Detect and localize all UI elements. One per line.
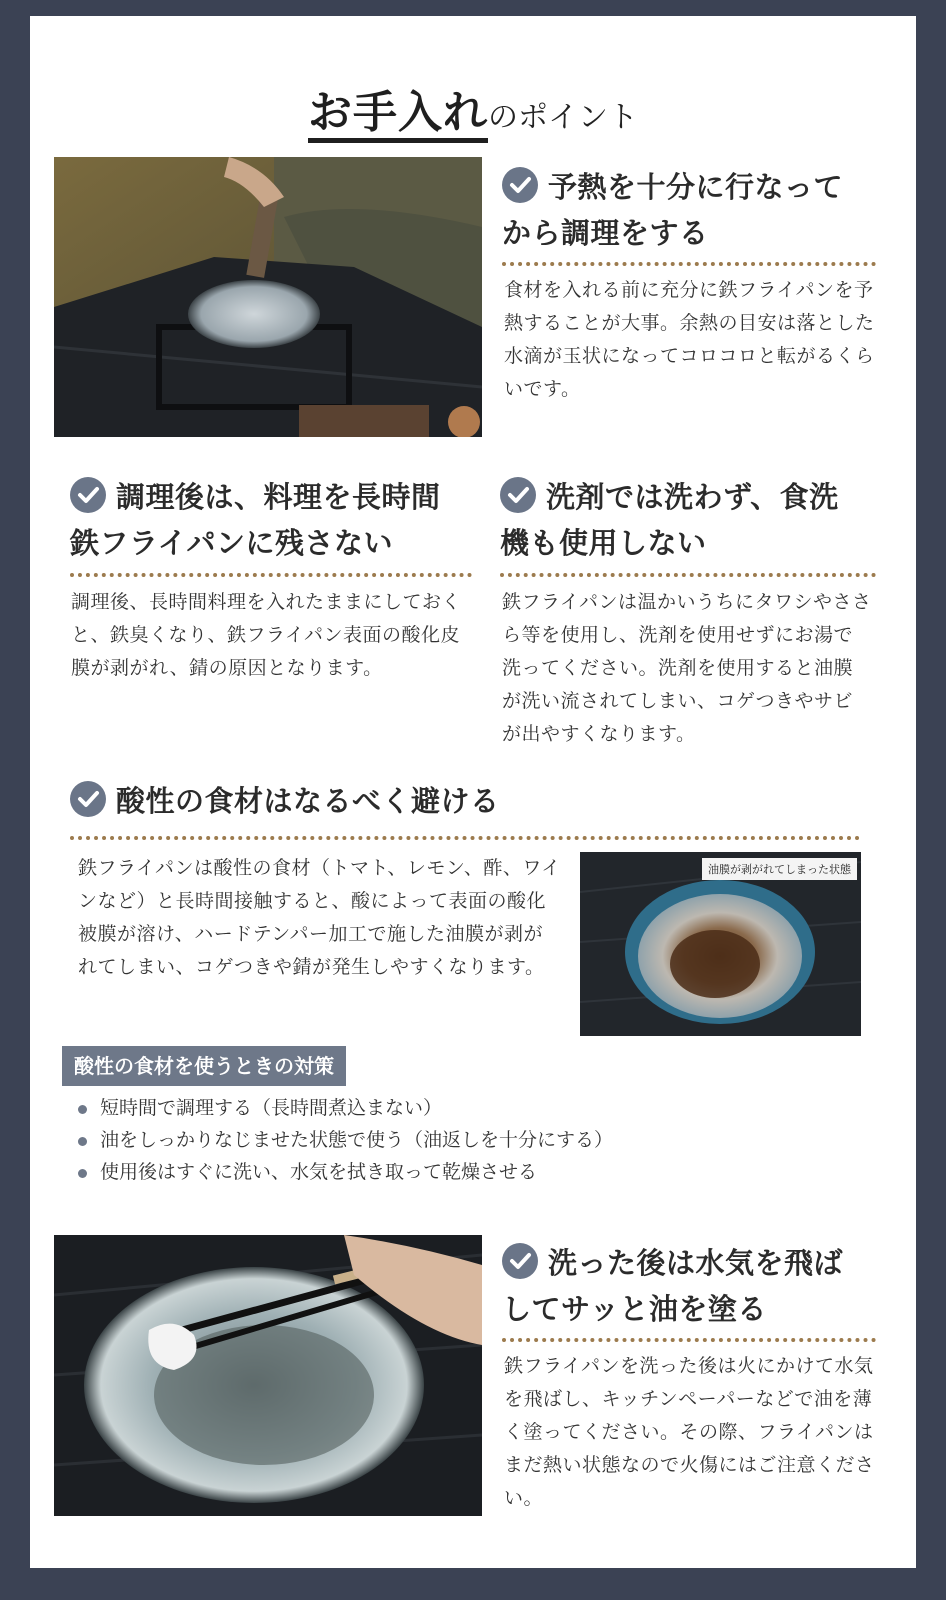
- divider: [502, 1338, 876, 1342]
- check-circle-icon: [70, 477, 106, 513]
- photo-caption-tag: 油膜が剥がれてしまった状態: [702, 858, 857, 880]
- acidic-body: 鉄フライパンは酸性の食材（トマト、レモン、酢、ワインなど）と長時間接触すると、酸によって表面の酸化被膜が溶け、ハードテンパー加工で施した油膜が剥がれてしまい、コゲつきや錆が発生しやすくなります。: [78, 857, 561, 978]
- measure-text: 使用後はすぐに洗い、水気を拭き取って乾燥させる: [100, 1161, 538, 1183]
- after-cooking-heading-line1: 調理後は、料理を長時間: [116, 480, 441, 514]
- dry-oil-heading-line2: してサッと油を塗る: [502, 1292, 767, 1326]
- measures-label: 酸性の食材を使うときの対策: [62, 1046, 346, 1086]
- check-circle-icon: [502, 1243, 538, 1279]
- divider: [502, 262, 876, 266]
- measure-text: 短時間で調理する（長時間煮込まない）: [100, 1097, 443, 1119]
- measures-list: [70, 1092, 850, 1188]
- preheat-heading-line1: 予熱を十分に行なって: [548, 170, 844, 204]
- dry-oil-heading: [502, 1240, 902, 1332]
- no-detergent-heading-line1: 洗剤では洗わず、食洗: [546, 480, 839, 514]
- care-points-card: [30, 16, 916, 1568]
- divider: [500, 573, 876, 577]
- list-item: [70, 1124, 850, 1156]
- no-detergent-heading-line2: 機も使用しない: [500, 526, 707, 560]
- page-title-main: お手入れ: [308, 87, 488, 143]
- acidic-heading: [70, 778, 870, 824]
- measure-text: 油をしっかりなじませた状態で使う（油返しを十分にする）: [100, 1129, 614, 1151]
- dry-oil-heading-line1: 洗った後は水気を飛ば: [548, 1246, 844, 1280]
- no-detergent-body: 鉄フライパンは温かいうちにタワシやささら等を使用し、洗剤を使用せずにお湯で洗ってください。洗剤を使用すると油膜が洗い流されてしまい、コゲつきやサビが出やすくなります。: [502, 591, 872, 745]
- preheat-photo: [54, 157, 482, 437]
- page-title-suffix: のポイント: [488, 100, 638, 135]
- page-title: [30, 76, 916, 140]
- after-cooking-heading-line2: 鉄フライパンに残さない: [70, 526, 394, 560]
- oiling-photo: [54, 1235, 482, 1516]
- bullet-icon: [78, 1105, 87, 1114]
- stripped-pan-photo: [580, 852, 861, 1036]
- divider: [70, 573, 472, 577]
- divider: [70, 836, 860, 840]
- check-circle-icon: [70, 781, 106, 817]
- check-circle-icon: [502, 167, 538, 203]
- dry-oil-body: 鉄フライパンを洗った後は火にかけて水気を飛ばし、キッチンペーパーなどで油を薄く塗ってください。その際、フライパンはまだ熱い状態なので火傷にはご注意ください。: [504, 1355, 875, 1509]
- preheat-body: 食材を入れる前に充分に鉄フライパンを予熱することが大事。余熱の目安は落とした水滴が玉状になってコロコロと転がるくらいです。: [504, 279, 875, 400]
- preheat-heading: [502, 164, 902, 256]
- list-item: [70, 1092, 850, 1124]
- after-cooking-body: 調理後、長時間料理を入れたままにしておくと、鉄臭くなり、鉄フライパン表面の酸化皮膜が剥がれ、錆の原因となります。: [71, 591, 462, 679]
- bullet-icon: [78, 1137, 87, 1146]
- after-cooking-heading: [70, 474, 490, 566]
- list-item: [70, 1156, 850, 1188]
- acidic-heading-text: 酸性の食材はなるべく避ける: [116, 784, 500, 818]
- preheat-heading-line2: から調理をする: [502, 216, 709, 250]
- no-detergent-heading: [500, 474, 900, 566]
- bullet-icon: [78, 1169, 87, 1178]
- check-circle-icon: [500, 477, 536, 513]
